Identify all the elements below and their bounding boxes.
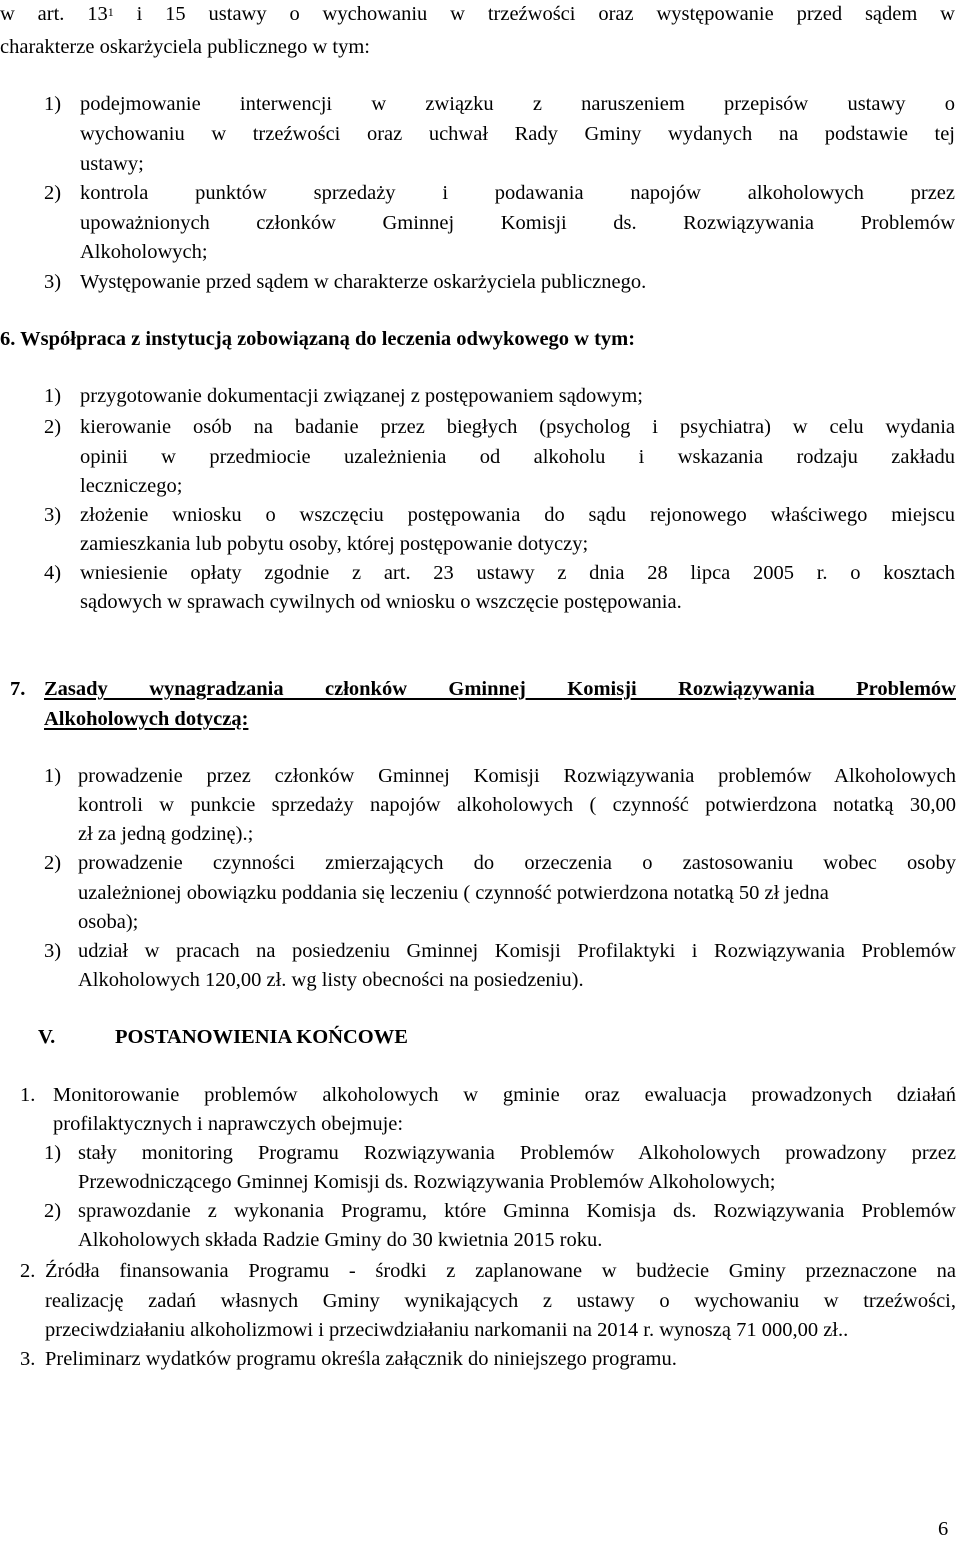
s7-item-3-line-1: udział w pracach na posiedzeniu Gminnej Komisji Profilaktyki i Rozwiązywania Problemów [78, 940, 956, 962]
v-sub-2-line-1: sprawozdanie z wykonania Programu, które Gminna Komisja ds. Rozwiązywania Problemów [78, 1200, 956, 1222]
v-sub-num-1: 1) [44, 1142, 62, 1164]
s7-item-1-line-3: zł za jedną godzinę).; [78, 823, 254, 845]
section-7-heading-line-2: Alkoholowych dotyczą: [44, 708, 249, 730]
v-sub-num-2: 2) [44, 1200, 62, 1222]
s6-item-2-line-3: leczniczego; [80, 475, 183, 497]
list-a-num-3: 3) [44, 271, 62, 293]
v-sub-1-line-1: stały monitoring Programu Rozwiązywania Problemów Alkoholowych prowadzony przez [78, 1142, 956, 1164]
intro-text-b: i 15 ustawy o wychowaniu w trzeźwości oraz występowanie przed sądem w [113, 3, 955, 25]
v-sub-1-line-2: Przewodniczącego Gminnej Komisji ds. Rozwiązywania Problemów Alkoholowych; [78, 1171, 776, 1193]
s6-num-1: 1) [44, 385, 62, 407]
list-a-item-1-line-3: ustawy; [80, 153, 144, 175]
s7-item-2-line-2: uzależnionej obowiązku poddania się leczeniu ( czynność potwierdzona notatką 50 zł jedna [78, 882, 829, 904]
s6-item-1-line-1: przygotowanie dokumentacji związanej z postępowaniem sądowym; [80, 385, 643, 407]
list-a-num-2: 2) [44, 182, 62, 204]
list-a-item-2-line-2: upoważnionych członków Gminnej Komisji ds. Rozwiązywania Problemów [80, 212, 955, 234]
s6-item-3-line-1: złożenie wniosku o wszczęciu postępowania do sądu rejonowego właściwego miejscu [80, 504, 955, 526]
page-number: 6 [938, 1518, 949, 1540]
intro-line-1 [0, 0, 955, 29]
section-v-num: V. [38, 1026, 56, 1048]
list-a-num-1: 1) [44, 93, 62, 115]
s6-item-3-line-2: zamieszkania lub pobytu osoby, której postępowanie dotyczy; [80, 533, 589, 555]
s6-num-4: 4) [44, 562, 62, 584]
v-item-2-line-3: przeciwdziałaniu alkoholizmowi i przeciwdziałaniu narkomanii na 2014 r. wynoszą 71 000,00 zł.. [45, 1319, 849, 1341]
s7-num-3: 3) [44, 940, 62, 962]
section-7-num: 7. [10, 678, 26, 700]
v-item-1-line-2: profilaktycznych i naprawczych obejmuje: [53, 1113, 404, 1135]
v-num-1: 1. [20, 1084, 36, 1106]
s7-num-2: 2) [44, 852, 62, 874]
v-num-2: 2. [20, 1260, 36, 1282]
s7-item-1-line-1: prowadzenie przez członków Gminnej Komisji Rozwiązywania problemów Alkoholowych [78, 765, 956, 787]
s6-num-2: 2) [44, 416, 62, 438]
s7-item-1-line-2: kontroli w punkcie sprzedaży napojów alkoholowych ( czynność potwierdzona notatką 30,00 [78, 794, 956, 816]
section-6-heading: 6. Współpraca z instytucją zobowiązaną do leczenia odwykowego w tym: [0, 328, 636, 350]
s6-item-4-line-1: wniesienie opłaty zgodnie z art. 23 ustawy z dnia 28 lipca 2005 r. o kosztach [80, 562, 955, 584]
section-v-title: POSTANOWIENIA KOŃCOWE [115, 1026, 408, 1048]
s6-item-2-line-1: kierowanie osób na badanie przez biegłych (psycholog i psychiatra) w celu wydania [80, 416, 955, 438]
s7-item-2-line-1: prowadzenie czynności zmierzających do orzeczenia o zastosowaniu wobec osoby [78, 852, 956, 874]
s6-item-4-line-2: sądowych w sprawach cywilnych od wniosku o wszczęcie postępowania. [80, 591, 682, 613]
s7-item-2-line-3: osoba); [78, 911, 139, 933]
v-item-2-line-2: realizację zadań własnych Gminy wynikających z ustawy o wychowaniu w trzeźwości, [45, 1290, 956, 1312]
intro-line-2: charakterze oskarżyciela publicznego w tym: [0, 36, 370, 58]
section-7-heading-line-1: Zasady wynagradzania członków Gminnej Komisji Rozwiązywania Problemów [44, 678, 956, 700]
v-num-3: 3. [20, 1348, 36, 1370]
list-a-item-2-line-3: Alkoholowych; [80, 241, 208, 263]
list-a-item-1-line-2: wychowaniu w trzeźwości oraz uchwał Rady Gminy wydanych na podstawie tej [80, 123, 955, 145]
v-sub-2-line-2: Alkoholowych składa Radzie Gminy do 30 kwietnia 2015 roku. [78, 1229, 603, 1251]
intro-text-a: w art. 13 [0, 3, 108, 25]
v-item-3-line-1: Preliminarz wydatków programu określa załącznik do niniejszego programu. [45, 1348, 677, 1370]
v-item-2-line-1: Źródła finansowania Programu - środki z zaplanowane w budżecie Gminy przeznaczone na [45, 1260, 956, 1282]
s6-num-3: 3) [44, 504, 62, 526]
list-a-item-3-line-1: Występowanie przed sądem w charakterze oskarżyciela publicznego. [80, 271, 647, 293]
intro-superscript: 1 [107, 5, 114, 19]
list-a-item-1-line-1: podejmowanie interwencji w związku z naruszeniem przepisów ustawy o [80, 93, 955, 115]
s6-item-2-line-2: opinii w przedmiocie uzależnienia od alkoholu i wskazania rodzaju zakładu [80, 446, 955, 468]
s7-item-3-line-2: Alkoholowych 120,00 zł. wg listy obecności na posiedzeniu). [78, 969, 584, 991]
s7-num-1: 1) [44, 765, 62, 787]
v-item-1-line-1: Monitorowanie problemów alkoholowych w gminie oraz ewaluacja prowadzonych działań [53, 1084, 956, 1106]
list-a-item-2-line-1: kontrola punktów sprzedaży i podawania napojów alkoholowych przez [80, 182, 955, 204]
